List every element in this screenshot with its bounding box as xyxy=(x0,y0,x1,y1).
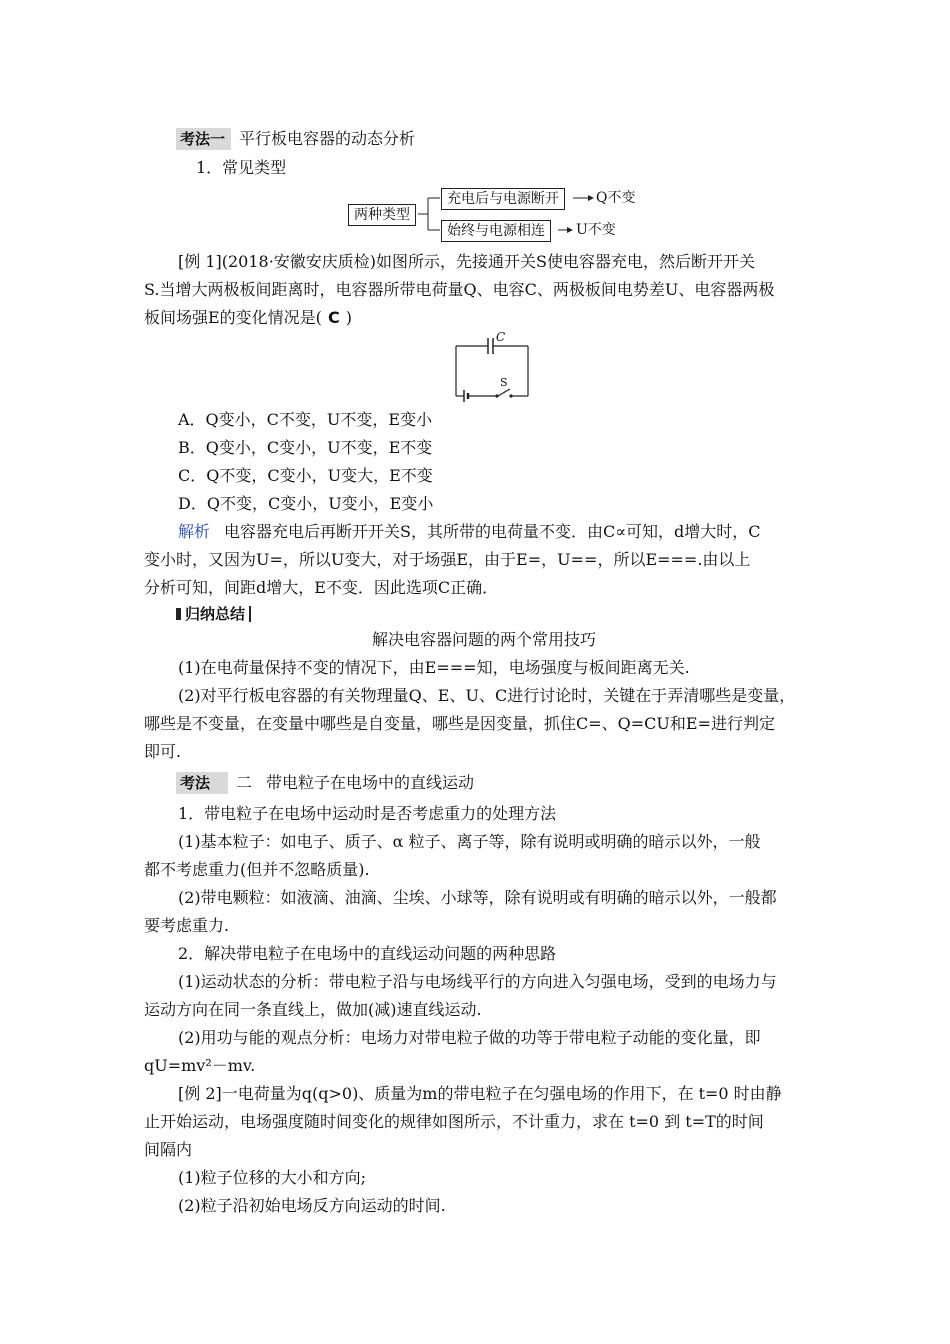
section2-line: 都不考虑重力(但并不忽略质量). xyxy=(144,860,370,879)
section2-line: 要考虑重力. xyxy=(144,916,230,935)
option-b: B．Q变小，C变小，U不变，E不变 xyxy=(178,438,433,457)
section2-title: 带电粒子在电场中的直线运动 xyxy=(266,773,475,792)
section2-num: 二 xyxy=(236,773,253,792)
option-c: C．Q不变，C变小，U变大，E不变 xyxy=(178,466,433,485)
section2-line: (1)运动状态的分析：带电粒子沿与电场线平行的方向进入匀强电场，受到的电场力与 xyxy=(178,972,777,991)
section2-line: 2．解决带电粒子在电场中的直线运动问题的两种思路 xyxy=(178,944,557,963)
section2-line: 1．带电粒子在电场中运动时是否考虑重力的处理方法 xyxy=(178,804,557,823)
example1-line3-suffix: ) xyxy=(345,308,352,327)
summary-p2a: (2)对平行板电容器的有关物理量Q、E、U、C进行讨论时，关键在于弄清哪些是变量， xyxy=(178,686,796,705)
example2-line: 间隔内 xyxy=(144,1140,193,1159)
section1-tag: 考法一 xyxy=(176,128,231,150)
section2-heading xyxy=(176,772,474,794)
summary-p2c: 即可. xyxy=(144,742,182,761)
circuit-drawing xyxy=(448,332,538,404)
section2-line: (2)带电颗粒：如液滴、油滴、尘埃、小球等，除有说明或有明确的暗示以外，一般都 xyxy=(178,888,777,907)
example2-question: (2)粒子沿初始电场反方向运动的时间. xyxy=(178,1196,446,1215)
summary-heading xyxy=(176,604,251,624)
summary-label: 归纳总结 xyxy=(185,605,246,623)
example1-line3-prefix: 板间场强E的变化情况是( xyxy=(144,308,322,327)
circuit-label-c: C xyxy=(496,330,506,344)
summary-p1: (1)在电荷量保持不变的情况下，由E===知，电场强度与板间距离无关. xyxy=(178,658,690,677)
analysis-text1: 电容器充电后再断开开关S，其所带的电荷量不变．由C∝可知，d增大时，C xyxy=(224,522,761,541)
diagram-branch2-box: 始终与电源相连 xyxy=(441,220,551,242)
option-d: D．Q不变，C变小，U变小，E变小 xyxy=(178,494,434,513)
diagram-result2: U不变 xyxy=(576,222,616,238)
section1-heading xyxy=(176,128,415,150)
option-a: A．Q变小，C不变，U不变，E变小 xyxy=(178,410,433,429)
example1-line1: [例 1](2018·安徽安庆质检)如图所示，先接通开关S使电容器充电，然后断开开关 xyxy=(178,252,756,271)
diagram-root-box: 两种类型 xyxy=(348,204,416,226)
section2-line: (2)用功与能的观点分析：电场力对带电粒子做的功等于带电粒子动能的变化量，即 xyxy=(178,1028,761,1047)
analysis-line2: 变小时，又因为U=，所以U变大，对于场强E，由于E=，U==，所以E===.由以上 xyxy=(144,550,751,569)
section2-tag: 考法 xyxy=(176,772,228,794)
diagram-result1: Q不变 xyxy=(596,190,636,206)
circuit-label-s: S xyxy=(500,376,508,389)
analysis-line1 xyxy=(178,522,761,542)
diagram-branch1-box: 充电后与电源断开 xyxy=(441,188,565,210)
section2-line: (1)基本粒子：如电子、质子、α 粒子、离子等，除有说明或明确的暗示以外，一般 xyxy=(178,832,761,851)
summary-title: 解决电容器问题的两个常用技巧 xyxy=(372,630,597,649)
section1-item1: 1．常见类型 xyxy=(196,158,287,177)
example1-line3 xyxy=(144,308,352,328)
example2-line: [例 2]一电荷量为q(q>0)、质量为m的带电粒子在匀强电场的作用下，在 t=0 时由静 xyxy=(178,1084,782,1103)
summary-bar-icon xyxy=(249,606,251,622)
circuit-diagram xyxy=(448,332,538,404)
summary-p2b: 哪些是不变量，在变量中哪些是自变量，哪些是因变量，抓住C=、Q=CU和E=进行判定 xyxy=(144,714,775,733)
analysis-line3: 分析可知，间距d增大，E不变．因此选项C正确． xyxy=(144,578,499,597)
example1-answer: C xyxy=(327,308,340,327)
section1-title: 平行板电容器的动态分析 xyxy=(239,129,416,148)
summary-mark-icon xyxy=(176,608,181,620)
section2-line: 运动方向在同一条直线上，做加(减)速直线运动. xyxy=(144,1000,482,1019)
analysis-label: 解析 xyxy=(178,522,211,541)
example2-question: (1)粒子位移的大小和方向; xyxy=(178,1168,367,1187)
types-diagram xyxy=(348,186,648,242)
section2-line: qU=mv²－mv. xyxy=(144,1056,256,1075)
example1-line2: S.当增大两极板间距离时，电容器所带电荷量Q、电容C、两极板间电势差U、电容器两极 xyxy=(144,280,775,299)
example2-line: 止开始运动，电场强度随时间变化的规律如图所示，不计重力，求在 t=0 到 t=T的时间 xyxy=(144,1112,764,1131)
